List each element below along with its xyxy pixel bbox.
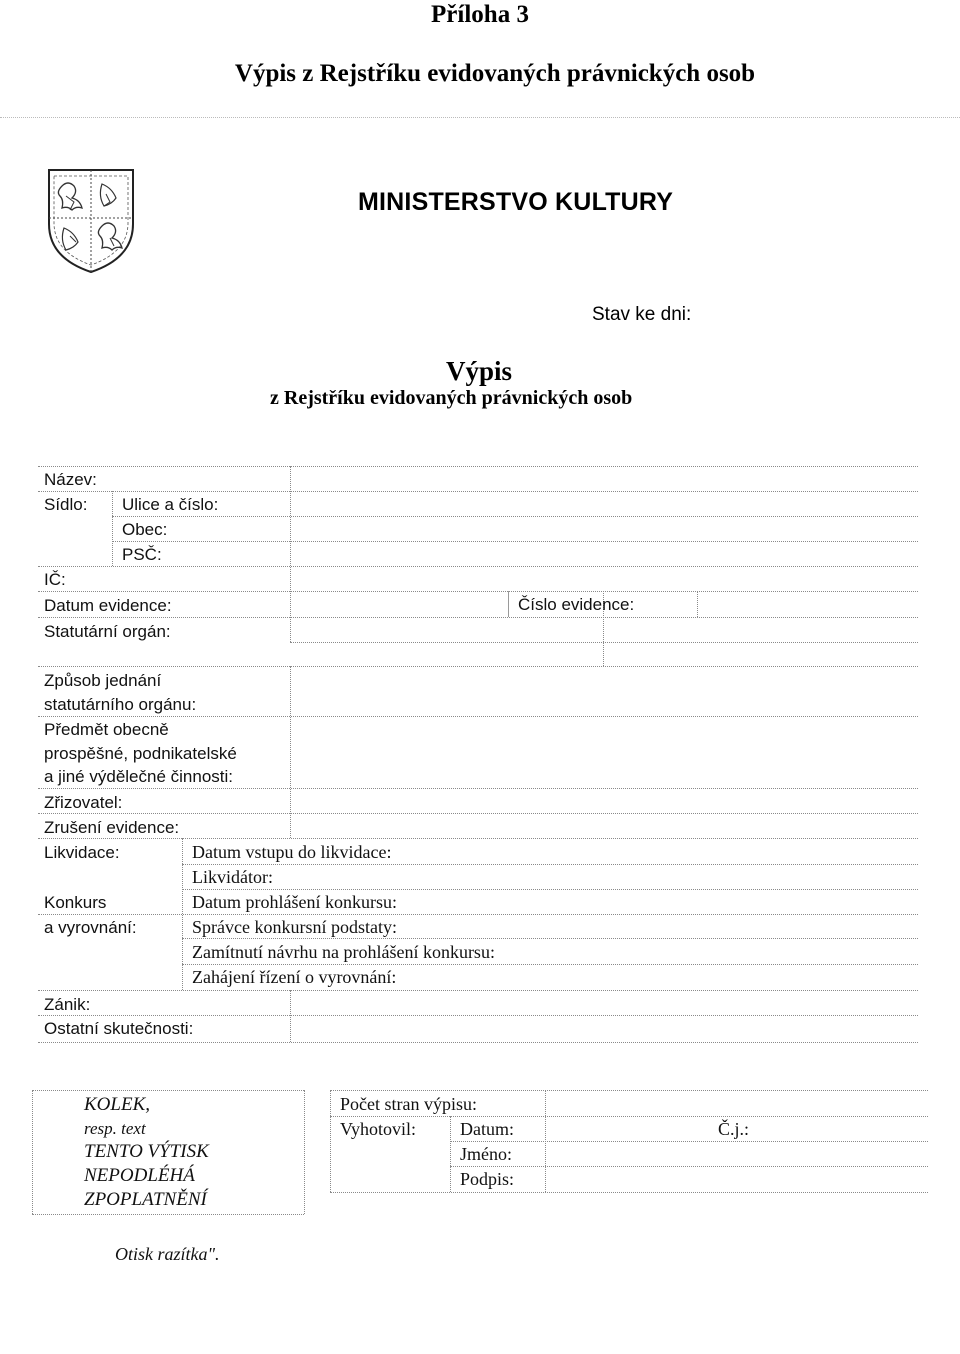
table-row-divider (38, 838, 918, 839)
predmet-label-2: prospěšné, podnikatelské (44, 744, 237, 763)
table-col-divider (508, 591, 509, 617)
kolek-box-right (304, 1090, 305, 1214)
table-section-divider (38, 666, 918, 667)
datum-prohlaseni-label: Datum prohlášení konkursu: (192, 892, 397, 912)
kolek-text-3: TENTO VÝTISK (84, 1141, 209, 1162)
table-border-bottom (38, 1042, 918, 1043)
table-col-divider (112, 491, 113, 566)
page-subtitle: Výpis z Rejstříku evidovaných právnických osob (234, 60, 756, 87)
coat-of-arms-icon (46, 166, 136, 274)
table-col-divider (697, 591, 698, 617)
footer-table-row-divider (330, 1116, 928, 1117)
stav-ke-dni-label: Stav ke dni: (592, 304, 692, 325)
table-border-top (38, 466, 918, 467)
zrizovatel-label: Zřizovatel: (44, 793, 123, 812)
jmeno-label: Jméno: (460, 1144, 512, 1164)
spravce-label: Správce konkursní podstaty: (192, 917, 397, 937)
table-row-divider (38, 990, 918, 991)
predmet-label-3: a jiné výdělečné činnosti: (44, 767, 234, 786)
kolek-box-left (32, 1090, 33, 1214)
datum-label: Datum: (460, 1119, 514, 1139)
table-col-divider (290, 466, 291, 642)
ic-label: IČ: (44, 570, 66, 589)
table-row-divider (38, 566, 918, 567)
zamitnuti-label: Zamítnutí návrhu na prohlášení konkursu: (192, 942, 495, 962)
podpis-label: Podpis: (460, 1169, 515, 1189)
ministry-name: MINISTERSTVO KULTURY (358, 188, 674, 216)
vyhotovil-label: Vyhotovil: (340, 1119, 417, 1139)
cislo-jednaci-label: Č.j.: (718, 1119, 750, 1139)
ulice-label: Ulice a číslo: (122, 495, 219, 514)
footer-table-bottom (330, 1192, 928, 1193)
zruseni-evidence-label: Zrušení evidence: (44, 818, 180, 837)
kolek-text-1: KOLEK, (84, 1094, 150, 1115)
table-row-divider (182, 864, 918, 865)
footer-table-col-divider (450, 1116, 451, 1192)
kolek-text-5: ZPOPLATNĚNÍ (84, 1189, 207, 1210)
table-col-divider (290, 990, 291, 1042)
table-row-divider (38, 491, 918, 492)
likvidace-label: Likvidace: (44, 843, 120, 862)
kolek-text-4: NEPODLÉHÁ (84, 1165, 195, 1186)
table-row-divider (112, 541, 918, 542)
footer-table-row-divider (450, 1166, 928, 1167)
konkurs-label: Konkurs (44, 893, 107, 912)
footer-table-left (330, 1090, 331, 1192)
predmet-label: Předmět obecně (44, 720, 169, 739)
form-subtitle: z Rejstříku evidovaných právnických osob (270, 387, 633, 409)
likvidator-label: Likvidátor: (192, 867, 273, 887)
zpusob-jednani-label: Způsob jednání (44, 671, 162, 690)
obec-label: Obec: (122, 520, 168, 539)
zanik-label: Zánik: (44, 995, 91, 1014)
table-col-divider (290, 666, 291, 838)
form-title: Výpis (446, 356, 513, 386)
sidlo-label: Sídlo: (44, 495, 88, 514)
table-row-divider (38, 1015, 918, 1016)
table-row-divider (38, 716, 918, 717)
table-row-divider (38, 813, 918, 814)
otisk-razitka-text: Otisk razítka". (115, 1244, 220, 1264)
table-row-divider (38, 617, 918, 618)
kolek-box-top (32, 1090, 304, 1091)
table-row-divider (38, 788, 918, 789)
konkurs-label-2: a vyrovnání: (44, 918, 137, 937)
datum-vstupu-label: Datum vstupu do likvidace: (192, 842, 392, 862)
zahajeni-label: Zahájení řízení o vyrovnání: (192, 967, 397, 987)
psc-label: PSČ: (122, 545, 162, 564)
table-row-divider (290, 642, 918, 643)
nazev-label: Název: (44, 470, 97, 489)
ostatni-label: Ostatní skutečnosti: (44, 1019, 194, 1038)
table-row-divider (112, 516, 918, 517)
kolek-text-2: resp. text (84, 1119, 146, 1138)
pocet-stran-label: Počet stran výpisu: (340, 1094, 477, 1114)
table-row-divider (182, 938, 918, 939)
table-col-divider (182, 838, 183, 990)
footer-table-row-divider (450, 1141, 928, 1142)
table-row-divider (38, 914, 918, 915)
zpusob-jednani-label-2: statutárního orgánu: (44, 695, 197, 714)
statutarni-organ-label: Statutární orgán: (44, 622, 171, 641)
footer-table-top (330, 1090, 928, 1091)
table-row-divider (182, 889, 918, 890)
table-row-divider (38, 591, 918, 592)
page-title: Příloha 3 (431, 1, 529, 28)
datum-evidence-label: Datum evidence: (44, 596, 172, 615)
table-row-divider (182, 964, 918, 965)
kolek-box-bottom (32, 1214, 304, 1215)
footer-table-col-divider (545, 1090, 546, 1192)
cislo-evidence-label: Číslo evidence: (518, 595, 635, 614)
